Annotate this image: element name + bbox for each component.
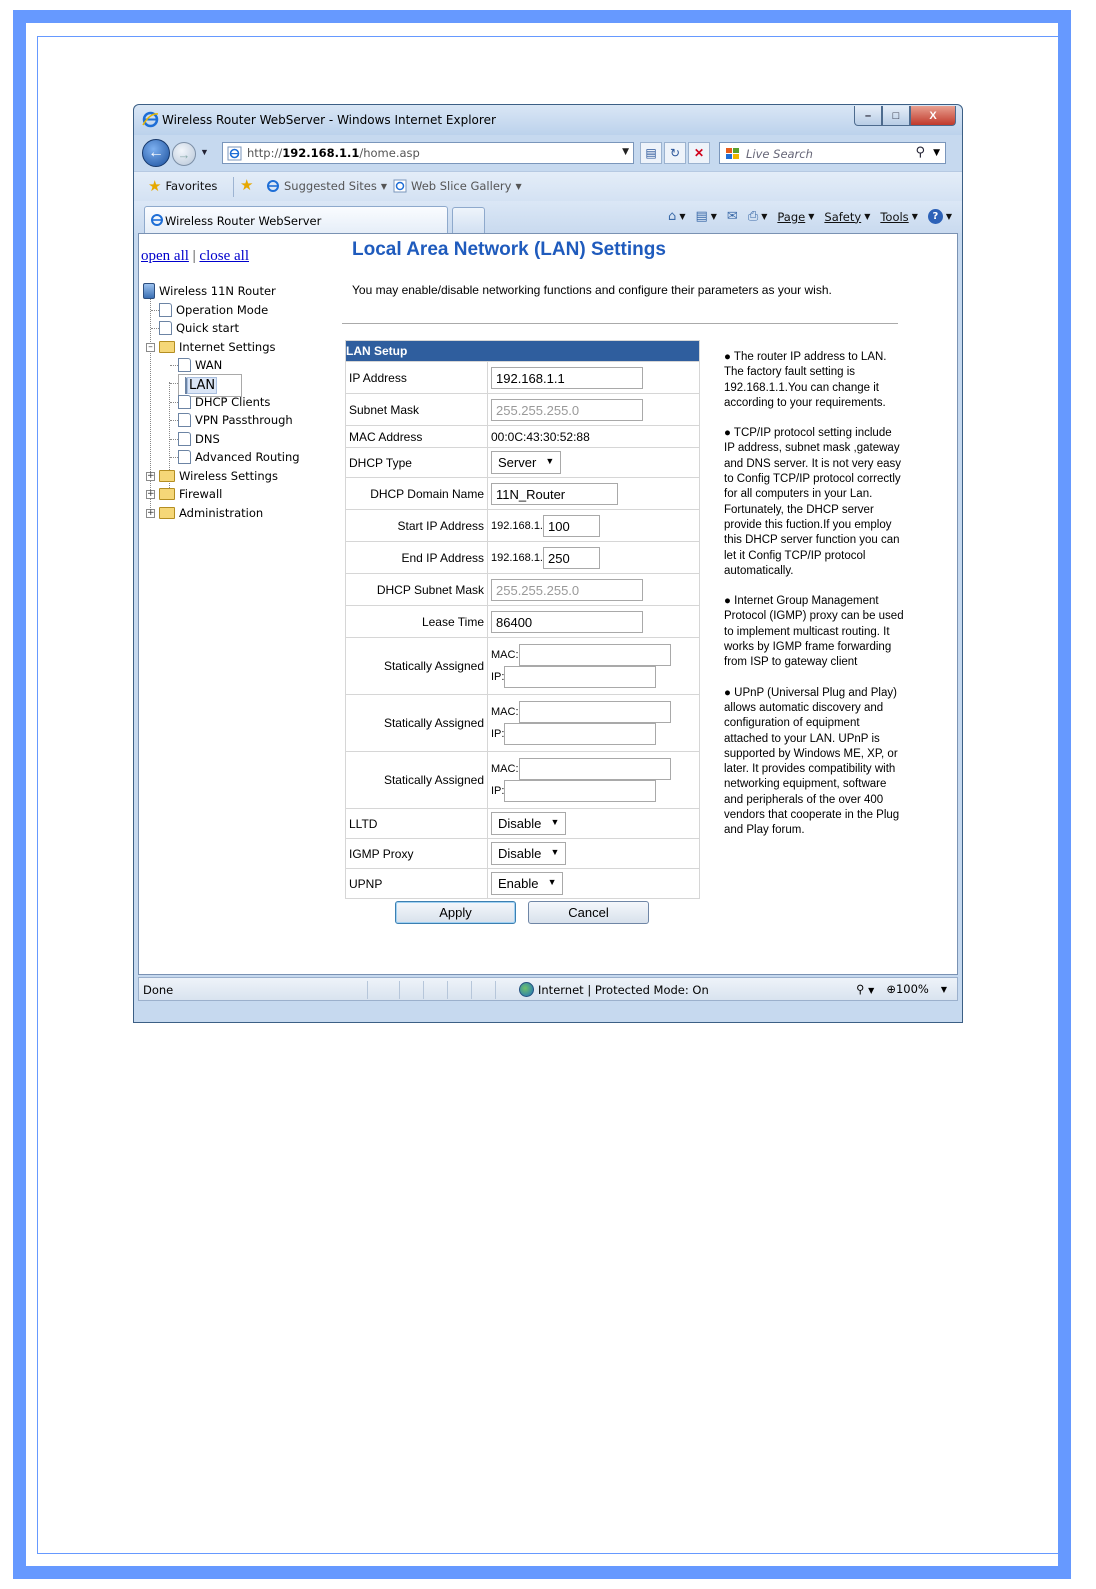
- static-assigned-label: Statically Assigned: [346, 695, 488, 752]
- lltd-label: LLTD: [346, 809, 488, 839]
- tree-item-wan[interactable]: [178, 356, 222, 374]
- tree-item-internet-settings[interactable]: [146, 338, 276, 356]
- web-slice-gallery-link[interactable]: [393, 179, 522, 193]
- mac-address-label: MAC Address: [346, 426, 488, 448]
- static-assigned-label: Statically Assigned: [346, 752, 488, 809]
- tab-wireless-router[interactable]: [144, 206, 448, 233]
- chevron-down-icon: ▼: [550, 847, 560, 857]
- printer-icon: ⎙: [747, 209, 759, 224]
- help-menu[interactable]: [928, 209, 952, 224]
- zoom-level: 100%: [895, 982, 929, 996]
- tools-menu-label: Tools: [880, 209, 909, 224]
- search-box[interactable]: [719, 142, 946, 164]
- page-menu[interactable]: [777, 210, 814, 224]
- lan-setup-table: [345, 340, 700, 899]
- static-mac-label: MAC:: [491, 762, 519, 775]
- zoom-dropdown[interactable]: ▼: [940, 984, 947, 994]
- tab-label: Wireless Router WebServer: [165, 214, 322, 228]
- static-ip-label: IP:: [491, 670, 505, 683]
- close-all-link[interactable]: close all: [199, 248, 249, 264]
- refresh-button[interactable]: ↻: [664, 142, 686, 164]
- add-favorite-icon: ★: [240, 176, 254, 194]
- window-title: Wireless Router WebServer - Windows Internet Explorer: [162, 113, 496, 127]
- upnp-label: UPNP: [346, 869, 488, 899]
- tree-item-label: LAN: [189, 378, 216, 393]
- dhcp-type-label: DHCP Type: [346, 448, 488, 478]
- router-icon: [143, 283, 155, 299]
- favorites-star-icon: ★: [148, 177, 162, 195]
- mail-button[interactable]: [727, 209, 738, 224]
- lltd-value: Disable: [498, 816, 542, 831]
- window-controls: [854, 106, 956, 127]
- table-header: LAN Setup: [346, 341, 700, 362]
- lease-time-label: Lease Time: [346, 606, 488, 638]
- chevron-down-icon: ▼: [808, 212, 815, 221]
- lease-time-input[interactable]: 86400: [491, 611, 643, 633]
- help-icon: ?: [928, 209, 943, 224]
- lltd-select[interactable]: [491, 812, 566, 835]
- browser-window: [133, 104, 963, 1023]
- search-placeholder: Live Search: [746, 147, 813, 161]
- feeds-button[interactable]: [695, 209, 716, 224]
- dhcp-type-value: Server: [498, 455, 537, 470]
- chevron-down-icon: ▼: [515, 181, 522, 191]
- chevron-down-icon: ▼: [679, 212, 686, 221]
- page-icon: [178, 395, 191, 409]
- help-paragraph-ip: ● The router IP address to LAN. The factory fault setting is 192.168.1.1.You can change it according to your requirements.: [724, 351, 887, 409]
- favorites-bar: [134, 171, 962, 201]
- static-mac-input-3[interactable]: [519, 758, 671, 780]
- close-button[interactable]: X: [910, 106, 956, 126]
- tree-root-label: Wireless 11N Router: [159, 284, 276, 298]
- live-search-logo-icon: [725, 146, 741, 161]
- end-ip-label: End IP Address: [346, 542, 488, 574]
- status-text: Done: [143, 983, 174, 997]
- tree-item-firewall[interactable]: [146, 485, 222, 503]
- start-ip-input[interactable]: 100: [543, 515, 600, 537]
- navigation-bar: [134, 135, 962, 171]
- dhcp-domain-label: DHCP Domain Name: [346, 478, 488, 510]
- command-bar: [668, 209, 952, 224]
- status-controls: [856, 982, 947, 996]
- expand-toggle-icon[interactable]: +: [147, 488, 155, 499]
- static-ip-input-3[interactable]: [504, 780, 656, 802]
- chevron-down-icon: ▼: [545, 456, 555, 466]
- subnet-mask-label: Subnet Mask: [346, 394, 488, 426]
- page-menu-label: Page: [777, 209, 806, 224]
- chevron-down-icon: ▼: [911, 212, 918, 221]
- tree-item-label: Administration: [179, 506, 264, 520]
- tree-root[interactable]: [143, 282, 276, 300]
- static-assigned-label: Statically Assigned: [346, 638, 488, 695]
- tree-item-label: Advanced Routing: [195, 450, 300, 464]
- help-panel: [724, 350, 904, 854]
- divider: [342, 323, 898, 324]
- web-slice-icon: [393, 179, 407, 193]
- help-paragraph-upnp: ● UPnP (Universal Plug and Play) allows automatic discovery and configuration of equipment attached to your LAN. UPnP is supported by Windows ME, XP, or later. It provides compatibility with networking equipment, software and peripherals of the over 400 vendors that cooperate in the Plug and Play forum.: [724, 686, 900, 837]
- safety-menu-label: Safety: [824, 209, 862, 224]
- search-icon[interactable]: ⚲: [915, 145, 925, 160]
- zoom-button[interactable]: [886, 982, 929, 996]
- dhcp-subnet-mask-label: DHCP Subnet Mask: [346, 574, 488, 606]
- suggested-sites-link[interactable]: [266, 179, 387, 193]
- help-paragraph-igmp: ● Internet Group Management Protocol (IGMP) proxy can be used to implement multicast routing. It works by IGMP frame forwarding from ISP to gateway client: [724, 595, 904, 669]
- address-bar[interactable]: [222, 142, 634, 164]
- igmp-proxy-label: IGMP Proxy: [346, 839, 488, 869]
- tree-item-vpn-passthrough[interactable]: [178, 411, 293, 429]
- tree-item-administration[interactable]: [146, 504, 263, 522]
- tree-item-label: Wireless Settings: [179, 469, 278, 483]
- folder-icon: [159, 470, 175, 482]
- chevron-down-icon: ▼: [550, 817, 560, 827]
- static-mac-label: MAC:: [491, 705, 519, 718]
- lock-icon: ⚲: [856, 982, 865, 996]
- web-slice-label: Web Slice Gallery: [411, 179, 512, 193]
- page-icon: [159, 321, 172, 335]
- apply-button[interactable]: Apply: [395, 901, 516, 924]
- forward-arrow-icon: →: [177, 146, 191, 162]
- favorites-separator: [233, 177, 234, 197]
- new-tab-button[interactable]: [452, 207, 485, 233]
- chevron-down-icon: ▼: [380, 181, 388, 191]
- static-mac-label: MAC:: [491, 648, 519, 661]
- chevron-down-icon: ▼: [547, 877, 557, 887]
- maximize-button[interactable]: □: [882, 106, 910, 126]
- mac-address-value: 00:0C:43:30:52:88: [488, 426, 700, 448]
- static-ip-input-1[interactable]: [504, 666, 656, 688]
- mail-icon: ✉: [726, 209, 738, 224]
- help-paragraph-dhcp: ● TCP/IP protocol setting include IP address, subnet mask ,gateway and DNS server. It is not very easy to Config TCP/IP protocol correctly for all computers in your Lan. Fortunately, the DHCP server provide this fuction.If you employ this DHCP server function you can let it Config TCP/IP protocol automatically.: [724, 427, 902, 577]
- static-mac-input-1[interactable]: [519, 644, 671, 666]
- end-ip-input[interactable]: 250: [543, 547, 600, 569]
- upnp-value: Enable: [498, 876, 539, 891]
- history-dropdown[interactable]: ▼: [200, 147, 209, 157]
- tree-item-label: Firewall: [179, 487, 223, 501]
- minimize-button[interactable]: –: [854, 106, 882, 126]
- tree-item-dhcp-clients[interactable]: [178, 393, 270, 411]
- tab-bar: [134, 201, 962, 233]
- search-dropdown[interactable]: ▼: [933, 148, 940, 158]
- page-icon: [178, 432, 191, 446]
- url-prefix: http://: [247, 146, 283, 160]
- chevron-down-icon: ▼: [710, 212, 717, 221]
- page-icon: [159, 303, 172, 317]
- page-icon: [178, 450, 191, 464]
- tree-item-label: Operation Mode: [176, 303, 269, 317]
- url-path: /home.asp: [359, 146, 420, 160]
- page-title: Local Area Network (LAN) Settings: [352, 239, 666, 260]
- start-ip-label: Start IP Address: [346, 510, 488, 542]
- chevron-down-icon: ▼: [761, 212, 768, 221]
- static-ip-label: IP:: [491, 727, 505, 740]
- cancel-button[interactable]: Cancel: [528, 901, 649, 924]
- upnp-select[interactable]: [491, 872, 563, 895]
- stop-button[interactable]: ✕: [688, 142, 710, 164]
- static-ip-label: IP:: [491, 784, 505, 797]
- expand-toggle-icon[interactable]: +: [147, 507, 155, 518]
- ie-icon: [266, 179, 280, 193]
- tree-item-label: VPN Passthrough: [195, 413, 293, 427]
- protected-mode-button[interactable]: [856, 982, 874, 996]
- static-mac-input-2[interactable]: [519, 701, 671, 723]
- ip-address-input[interactable]: 192.168.1.1: [491, 367, 643, 389]
- url-host: 192.168.1.1: [282, 146, 360, 160]
- tree-item-dns[interactable]: [178, 430, 220, 448]
- dhcp-subnet-mask-input[interactable]: 255.255.255.0: [491, 579, 643, 601]
- igmp-proxy-select[interactable]: [491, 842, 566, 865]
- address-url[interactable]: [247, 146, 420, 160]
- end-ip-prefix: 192.168.1.: [491, 551, 543, 564]
- tree-links: [141, 248, 249, 265]
- tree-item-label: Internet Settings: [179, 340, 276, 354]
- home-icon: ⌂: [668, 209, 677, 224]
- page-icon: [178, 413, 191, 427]
- tree-item-label: DHCP Clients: [195, 395, 271, 409]
- home-button[interactable]: [668, 209, 685, 224]
- folder-icon: [159, 488, 175, 500]
- add-favorite-button[interactable]: [240, 176, 254, 194]
- dhcp-type-select[interactable]: [491, 451, 561, 474]
- forward-button[interactable]: [172, 142, 196, 166]
- folder-icon: [159, 507, 175, 519]
- status-bar: [138, 977, 958, 1001]
- tree-item-wireless-settings[interactable]: [146, 467, 278, 485]
- ie-icon: [150, 213, 164, 227]
- chevron-down-icon: ▼: [945, 212, 952, 221]
- dhcp-domain-input[interactable]: 11N_Router: [491, 483, 618, 505]
- ip-address-label: IP Address: [346, 362, 488, 394]
- navigation-tree: [143, 282, 300, 520]
- compatibility-view-button[interactable]: ▤: [640, 142, 662, 164]
- security-zone-label: Internet | Protected Mode: On: [538, 982, 709, 997]
- start-ip-prefix: 192.168.1.: [491, 519, 543, 532]
- page-icon: [178, 358, 191, 372]
- chevron-down-icon: ▼: [864, 212, 871, 221]
- subnet-mask-input[interactable]: 255.255.255.0: [491, 399, 643, 421]
- tree-item-operation-mode[interactable]: [159, 301, 268, 319]
- chevron-down-icon: ▼: [868, 986, 875, 995]
- page-description: You may enable/disable networking functions and configure their parameters as your wish.: [352, 283, 832, 297]
- static-ip-input-2[interactable]: [504, 723, 656, 745]
- tree-item-label: DNS: [195, 432, 220, 446]
- favorites-button[interactable]: [148, 179, 217, 193]
- address-dropdown[interactable]: ▼: [622, 147, 629, 157]
- globe-icon: [519, 982, 534, 997]
- ie-icon: [142, 111, 159, 128]
- link-separator: |: [192, 248, 196, 264]
- back-arrow-icon: ←: [148, 144, 164, 161]
- folder-open-icon: [159, 341, 175, 353]
- expand-toggle-icon[interactable]: +: [147, 470, 155, 481]
- tree-item-advanced-routing[interactable]: [178, 448, 300, 466]
- tree-item-label: WAN: [195, 358, 223, 372]
- safety-menu[interactable]: [824, 210, 870, 224]
- page-icon: [227, 146, 242, 161]
- tree-item-label: Quick start: [176, 321, 239, 335]
- open-all-link[interactable]: open all: [141, 248, 189, 264]
- back-button[interactable]: [142, 139, 170, 167]
- suggested-sites-label: Suggested Sites: [284, 179, 377, 193]
- collapse-toggle-icon[interactable]: –: [146, 343, 155, 352]
- security-zone[interactable]: [519, 982, 709, 997]
- page-viewport: [138, 233, 958, 975]
- tree-item-quick-start[interactable]: [159, 319, 239, 337]
- rss-icon: ▤: [695, 209, 708, 224]
- address-actions: [640, 142, 710, 164]
- print-button[interactable]: [748, 209, 768, 224]
- igmp-proxy-value: Disable: [498, 846, 542, 861]
- zoom-icon: ⊕: [886, 982, 896, 996]
- tools-menu[interactable]: [880, 210, 918, 224]
- title-bar: [134, 105, 962, 135]
- favorites-label: Favorites: [165, 179, 218, 193]
